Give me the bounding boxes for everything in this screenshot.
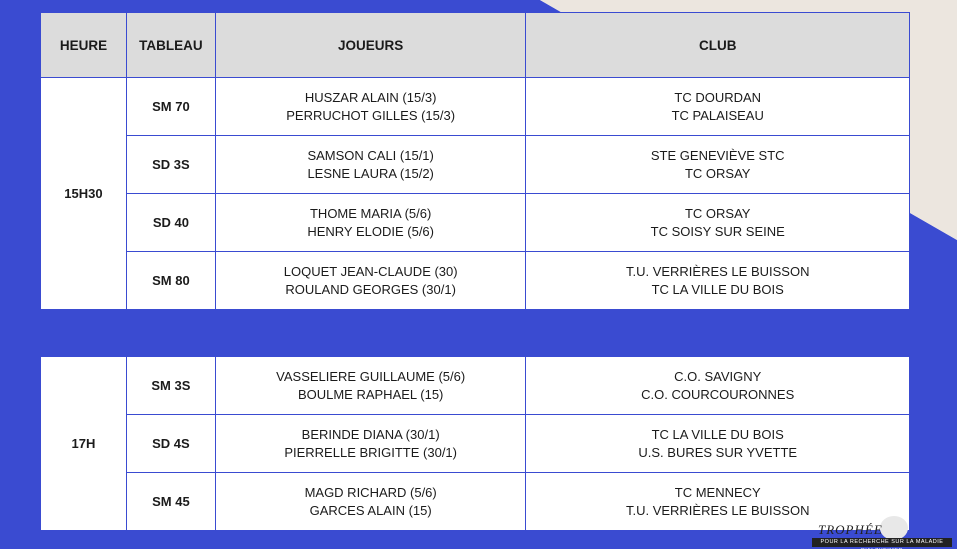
header-row: [41, 13, 910, 78]
header-heure: HEURE: [41, 13, 127, 78]
tableau-cell: SD 3S: [126, 136, 215, 194]
separator-band: [41, 310, 910, 357]
players-cell: [215, 252, 526, 310]
club-name: T.U. VERRIÈRES LE BUISSON: [625, 263, 810, 279]
club-name: C.O. COURCOURONNES: [641, 386, 795, 402]
table-row: [41, 78, 910, 136]
player-name: BERINDE DIANA (30/1): [301, 426, 440, 442]
header-joueurs: JOUEURS: [215, 13, 526, 78]
player-name: SAMSON CALI (15/1): [307, 147, 434, 163]
player-name: PIERRELLE BRIGITTE (30/1): [284, 444, 457, 460]
club-name: T.U. VERRIÈRES LE BUISSON: [625, 502, 810, 518]
player-name: ROULAND GEORGES (30/1): [285, 281, 456, 297]
tableau-cell: SM 3S: [126, 357, 215, 415]
trophee-logo: [812, 516, 952, 554]
club-cell: [526, 252, 910, 310]
club-name: TC LA VILLE DU BOIS: [651, 281, 784, 297]
players-cell: [215, 78, 526, 136]
logo-title: TROPHÉE: [818, 522, 883, 537]
time-cell: 15H30: [41, 78, 127, 310]
club-name: TC PALAISEAU: [671, 107, 764, 123]
table-row: [41, 357, 910, 415]
tableau-cell: SM 70: [126, 78, 215, 136]
player-name: PERRUCHOT GILLES (15/3): [286, 107, 456, 123]
players-cell: [215, 357, 526, 415]
separator-row: [41, 310, 910, 357]
player-name: GARCES ALAIN (15): [309, 502, 432, 518]
tennis-ball-icon: [880, 516, 908, 540]
player-name: MAGD RICHARD (5/6): [304, 484, 437, 500]
logo-subtitle: POUR LA RECHERCHE SUR LA MALADIE D'ALZHEIMER: [812, 538, 952, 547]
club-cell: [526, 415, 910, 473]
schedule-table: [40, 12, 910, 531]
club-name: C.O. SAVIGNY: [674, 368, 762, 384]
table-row: [41, 194, 910, 252]
player-name: THOME MARIA (5/6): [309, 205, 432, 221]
tableau-cell: SM 45: [126, 473, 215, 531]
player-name: BOULME RAPHAEL (15): [297, 386, 444, 402]
table-row: [41, 473, 910, 531]
player-name: HENRY ELODIE (5/6): [307, 223, 434, 239]
table-row: [41, 136, 910, 194]
club-name: U.S. BURES SUR YVETTE: [638, 444, 798, 460]
players-cell: [215, 194, 526, 252]
club-cell: [526, 194, 910, 252]
club-cell: [526, 136, 910, 194]
table-row: [41, 252, 910, 310]
club-name: TC SOISY SUR SEINE: [650, 223, 785, 239]
table-row: [41, 415, 910, 473]
player-name: LOQUET JEAN-CLAUDE (30): [283, 263, 458, 279]
player-name: VASSELIERE GUILLAUME (5/6): [276, 368, 466, 384]
players-cell: [215, 136, 526, 194]
club-name: TC MENNECY: [674, 484, 761, 500]
club-name: TC DOURDAN: [674, 89, 762, 105]
club-cell: [526, 78, 910, 136]
club-name: TC ORSAY: [684, 205, 751, 221]
player-name: HUSZAR ALAIN (15/3): [304, 89, 437, 105]
club-cell: [526, 357, 910, 415]
time-cell: 17H: [41, 357, 127, 531]
tableau-cell: SD 40: [126, 194, 215, 252]
header-tableau: TABLEAU: [126, 13, 215, 78]
players-cell: [215, 415, 526, 473]
player-name: LESNE LAURA (15/2): [307, 165, 434, 181]
club-name: STE GENEVIÈVE STC: [650, 147, 785, 163]
header-club: CLUB: [526, 13, 910, 78]
tableau-cell: SD 4S: [126, 415, 215, 473]
club-name: TC ORSAY: [684, 165, 751, 181]
club-name: TC LA VILLE DU BOIS: [651, 426, 784, 442]
players-cell: [215, 473, 526, 531]
tableau-cell: SM 80: [126, 252, 215, 310]
